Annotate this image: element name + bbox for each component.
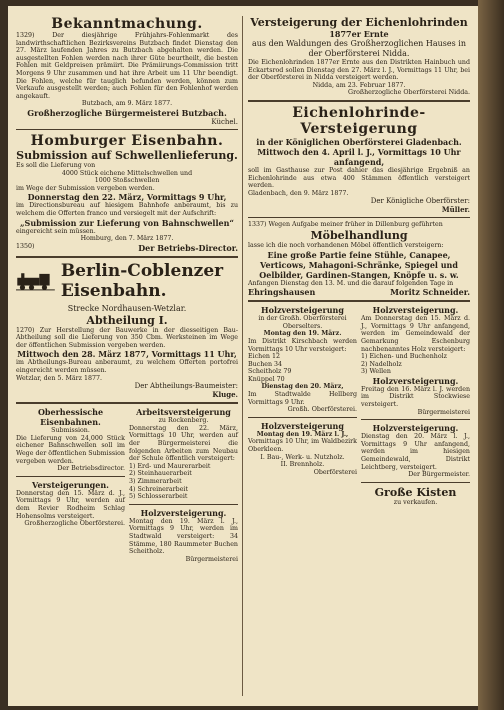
locomotive-icon: [16, 266, 55, 296]
notice2-num: 1350): [16, 242, 35, 250]
notice7-date: Montag den 19. März.: [263, 330, 342, 338]
notice1-sig-name: Küchel.: [211, 117, 238, 126]
newspaper-page: [8, 6, 478, 706]
small2-sig: Bürgermeisterei: [185, 555, 238, 563]
bottom-right-grid: [248, 305, 470, 506]
notice3-sig-name: Kluge.: [212, 390, 238, 400]
notice1-title: Bekanntmachung.: [51, 16, 203, 32]
notice5-place: Gladenbach, den 9. März 1877.: [248, 189, 349, 197]
notice6-items: Eine große Partie feine Stühle, Canapee, Verticows, Mahagoni-Schränke, Spiegel und Oelbilder, Gardinen-Stangen, Knöpfe u. s. w.: [259, 249, 459, 280]
notice10-text: Dienstag den 20. März l. J., Vormittags 9 Uhr anfangend, werden im hiesigen Gemeindewald, Distrikt Leichtberg, versteigert.: [361, 433, 470, 471]
notice7-text: Im Distrikt Kirschbach werden Vormittags 10 Uhr versteigert:: [248, 337, 357, 353]
notice8-text: Am Donnerstag den 15. März d. J., Vormittags 9 Uhr anfangend, werden im Gemeindewald der Gemarkung Eschenburg nachbenanntes Holz versteigert:: [361, 315, 470, 353]
notice7-date2: Dienstag den 20. März,: [261, 383, 344, 391]
notice9-text: Vormittags 10 Uhr, im Waldbezirk Oberkleen.: [248, 438, 357, 454]
right-column: [248, 16, 470, 506]
divider: [248, 300, 470, 302]
list-item: 1) Eichen- und Buchenholz: [361, 353, 447, 361]
list-item: I. Bau-, Werk- u. Nutzholz.: [260, 453, 345, 461]
divider: [16, 129, 238, 130]
divider: [248, 217, 470, 218]
notice1-place: Butzbach, am 9. März 1877.: [81, 100, 173, 108]
small1-sig2: Großherzogliche Oberförsterei.: [24, 520, 125, 528]
notice5-title: Eichenlohrinde-Versteigerung: [292, 104, 426, 137]
divider: [361, 482, 470, 483]
small1-sub: Submission.: [51, 427, 90, 435]
notice2-sig: Der Betriebs-Director.: [138, 242, 238, 253]
notice3-date: Mittwoch den 28. März 1877, Vormittags 11 Uhr,: [17, 349, 237, 360]
notice7: [248, 305, 357, 506]
small1-text: Die Lieferung von 24,000 Stück eichener Bahnschwellen soll im Wege der öffentlichen Submission vergeben werden.: [16, 434, 125, 465]
notice3-body: 1270) Zur Herstellung der Bauwerke in der diesseitigen Bau-Abtheilung soll die Lieferung von 350 Cbm. Werksteinen im Wege der öffentlichen Submission vergeben werden.: [16, 326, 238, 349]
notice6-footer: [248, 287, 470, 297]
table-row: Scheitholz 79: [248, 368, 292, 376]
table-row: Eichen 12: [248, 353, 280, 361]
notice6-title: Möbelhandlung: [310, 228, 408, 242]
notice2-quote: „Submission zur Lieferung von Bahnschwellen“: [19, 217, 235, 228]
notice8: [361, 305, 470, 506]
notice6-place: Ehringshausen: [248, 287, 316, 298]
list-item: II. Brennholz.: [280, 461, 325, 469]
divider: [16, 402, 238, 404]
small2-title2: Holzversteigerung.: [140, 507, 227, 518]
table-row: Knüppel 70: [248, 375, 285, 383]
notice2-body2: im Directionsbureau auf hiesigem Bahnhofe anberaumt, bis zu welchem die Offerten franco und versiegelt mit der Aufschrift:: [16, 202, 238, 217]
notice2-place: Homburg, den 7. März 1877.: [80, 235, 174, 243]
notice8-title: Holzversteigerung.: [372, 305, 459, 316]
notice3-section: Abtheilung I.: [86, 313, 168, 327]
notice8-sig: Bürgermeisterei: [417, 408, 470, 416]
notice4-place: Nidda, am 23. Februar 1877.: [312, 81, 406, 89]
notice4-year: 1877er Ernte: [329, 29, 389, 39]
small1: [16, 407, 125, 563]
notice4-sig: Großherzogliche Oberförsterei Nidda.: [348, 89, 470, 97]
divider: [248, 417, 357, 418]
notice3-sig: Der Abtheilungs-Baumeister:: [134, 382, 238, 391]
notice10-sig: Der Bürgermeister.: [408, 471, 470, 479]
small2: [129, 407, 238, 563]
notice10-title: Holzversteigerung.: [372, 423, 459, 434]
notice2-title: Homburger Eisenbahn.: [30, 132, 224, 149]
small2-text: Donnerstag den 22. März, Vormittags 10 Uhr, werden auf der Bürgermeisterei die folgenden Arbeiten zum Neubau der Schule öffentlich versteigert:: [129, 424, 238, 463]
notice7-sub: in der Großh. Oberförsterei Oberselters.: [258, 315, 347, 330]
notice2-footer: [16, 243, 238, 253]
notice10-text2: zu verkaufen.: [393, 498, 438, 506]
divider: [129, 504, 238, 505]
notice2-body: Es soll die Lieferung von 4000 Stück eichene Mittelschwellen und 1000 Stoßschwellen im Wege der Submission vergeben werden.: [16, 161, 193, 192]
notice6-text2: lasse ich die noch vorhandenen Möbel öffentlich versteigern:: [248, 241, 444, 249]
table-row: Buchen 34: [248, 360, 283, 368]
small1-title: Oberhessische Eisenbahnen.: [37, 407, 104, 428]
notice6-sig: Moritz Schneider.: [390, 287, 470, 298]
notice5-text: soll im Gasthause zur Post dahier das diesjährige Ergebniß an Eichenlohrinde aus etwa 400 Stämmen öffentlich versteigert werden.: [248, 166, 470, 190]
notice4-text: Die Eichenlohrinden 1877er Ernte aus den Distrikten Hainbuch und Eckartsrod sollen Dienstag den 27. März l. J., Vormittags 11 Uhr, bei der Oberförsterei in Nidda versteigert werden.: [248, 59, 470, 82]
notice3-title: Berlin-Coblenzer Eisenbahn.: [60, 260, 224, 301]
list-item: 2) Steinhauerarbeit: [129, 470, 192, 478]
small2-text2: Montag den 19. März l. J., Vormittags 9 Uhr, werden im Stadtwald versteigert: 34 Stämme, 180 Raummeter Buchen Scheitholz.: [129, 517, 238, 556]
notice5-date: Mittwoch den 4. April l. J., Vormittags 10 Uhr anfangend,: [257, 146, 461, 167]
notice8-text2: Freitag den 16. März l. J. werden im Distrikt Stockwiese versteigert.: [361, 385, 470, 409]
notice5-name: Müller.: [441, 205, 470, 215]
notice5-sig: Der Königliche Oberförster:: [370, 197, 470, 206]
list-item: 3) Wellen: [361, 368, 391, 376]
notice7-sig: Großh. Oberförsterei.: [287, 406, 357, 414]
notice1-body: 1329) Der diesjährige Frühjahrs-Fohlenmarkt des landwirthschaftlichen Bezirksvereins Butzbach findet Dienstag den 27. März laufenden Jahres zu Butzbach abgehalten werden. Die ausgestellten Fohlen werden nach ihrer Güte beurtheilt, die besten Fohlen mit Geldpreisen prämiirt. Die Prämiirungs-Commission tritt Morgens 9 Uhr zusammen und hat ihre Arbeit um 11 Uhr beendigt. Die Fohlen, welche für tauglich befunden werden, können zum Verkaufe ausgestellt werden; auch Fohlen für den Fohlenhof werden angekauft.: [16, 32, 238, 100]
notice9-title: Holzversteigerung: [261, 420, 344, 431]
list-item: 2) Nadelholz: [361, 360, 402, 368]
notice4-title: Versteigerung der Eichenlohrinden: [250, 16, 468, 29]
divider: [248, 100, 470, 102]
notice9-date: Montag den 19. März l. J.,: [256, 430, 349, 438]
list-item: 4) Schreinerarbeit: [129, 485, 188, 493]
small1-text2: Donnerstag den 15. März d. J., Vormittags 9 Uhr, werden auf dem Revier Rodheim Schlag Hohensolms versteigert.: [16, 489, 125, 520]
notice10-title2: Große Kisten: [374, 485, 457, 499]
notice3-place: Wetzlar, den 5. März 1877.: [16, 374, 103, 382]
notice6-date: Anfangen Dienstag den 13. M. und die darauf folgenden Tage in: [248, 279, 454, 287]
notice2-subtitle: Submission auf Schwellenlieferung.: [16, 148, 238, 162]
notice4-sub: aus den Waldungen des Großherzoglichen Hauses in der Oberförsterei Nidda.: [252, 39, 466, 58]
notice5-sub: in der Königlichen Oberförsterei Gladenbach.: [256, 136, 462, 147]
small1-sig: Der Betriebsdirector.: [57, 465, 125, 473]
left-column: [16, 16, 238, 563]
list-item: 3) Zimmerarbeit: [129, 478, 182, 485]
divider: [361, 419, 470, 420]
column-divider: [242, 16, 243, 696]
notice2-date: Donnerstag den 22. März, Vormittags 9 Uhr,: [27, 192, 227, 203]
notice3-body2: im Abtheilungs-Bureau anberaumt, zu welchem Offerten portofrei eingereicht werden müssen.: [16, 359, 238, 375]
notice1-sig: Großherzogliche Bürgermeisterei Butzbach.: [27, 107, 227, 118]
notice7-title: Holzversteigerung: [261, 305, 344, 316]
small2-title: Arbeitsversteigerung: [136, 407, 231, 418]
book-gutter: [478, 0, 504, 710]
divider: [16, 256, 238, 258]
small2-sub: zu Rockenberg.: [158, 417, 209, 425]
notice7-text2: Im Stadtwalde Hellberg Vormittags 9 Uhr.: [248, 391, 357, 406]
notice3-subtitle: Strecke Nordhausen-Wetzlar.: [67, 303, 187, 313]
notice6-text1: 1337) Wegen Aufgabe meiner früher in Dillenburg geführten: [248, 221, 443, 229]
notice8-title2: Holzversteigerung.: [372, 375, 459, 386]
divider: [16, 476, 125, 477]
small1-title2: Versteigerungen.: [32, 479, 109, 490]
notice2-body3: eingereicht sein müssen.: [16, 227, 96, 235]
bottom-left-grid: [16, 407, 238, 563]
list-item: 5) Schlosserarbeit: [129, 493, 188, 501]
notice3-header: [16, 261, 238, 301]
notice9-sig: Oberförsterei: [313, 468, 357, 476]
list-item: 1) Erd- und Maurerarbeit: [129, 462, 211, 470]
